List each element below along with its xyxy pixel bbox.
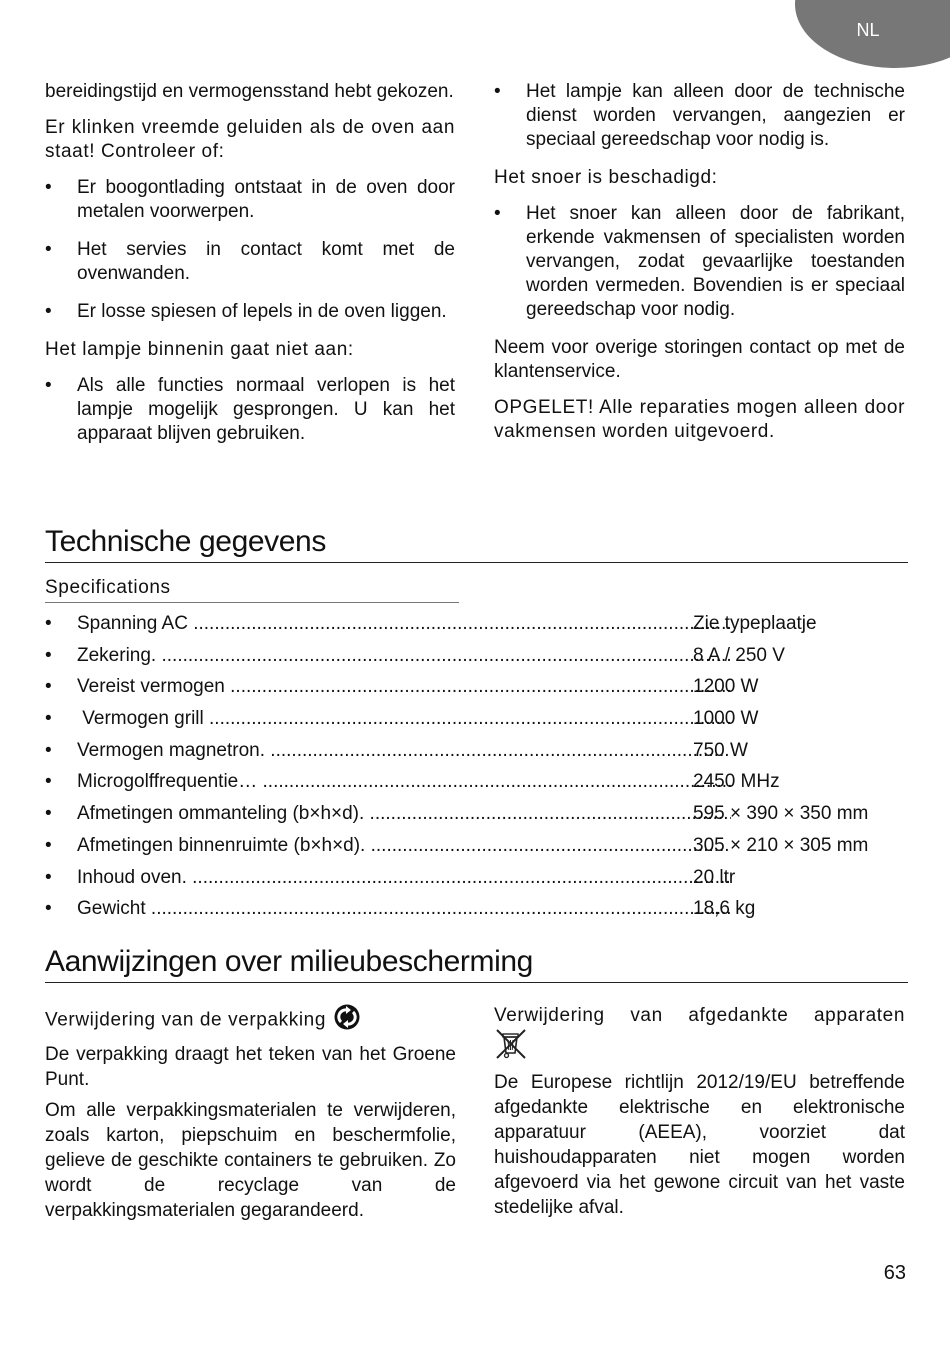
appliance-heading: Verwijdering van afgedankte apparaten <box>494 1005 905 1026</box>
spec-value: 2450 MHz <box>693 771 780 793</box>
spec-row <box>45 738 905 770</box>
language-label: NL <box>856 20 880 40</box>
bullet: • <box>45 739 52 761</box>
spec-row <box>45 674 905 706</box>
spec-label: Inhoud oven. ..... <box>77 865 731 891</box>
spec-row <box>45 769 905 801</box>
list-item: • Het snoer kan alleen door de fabrikant, erkende vakmensen of specialisten worden vervangen, zodat gevaarlijke toestanden worden vermeden. Bovendien is er speciaal gereedschap voor nodig. <box>494 202 905 322</box>
cord-heading: Het snoer is beschadigd: <box>494 167 718 188</box>
spec-value: 305 × 210 × 305 mm <box>693 834 869 856</box>
packaging-column <box>45 1003 456 1235</box>
list-item: • Het lampje kan alleen door de technische dienst worden vervangen, aangezien er speciaal gereedschap voor nodig is. <box>494 80 905 152</box>
spec-value: 1000 W <box>693 708 759 730</box>
bullet: • <box>45 676 52 698</box>
list-item: • Er losse spiesen of lepels in de oven liggen. <box>45 300 455 324</box>
spec-list <box>45 611 905 928</box>
troubleshooting-left-column <box>45 80 455 460</box>
bullet: • <box>45 644 52 666</box>
bullet: • <box>45 613 52 634</box>
appliance-disposal-column <box>494 1003 905 1232</box>
spec-row <box>45 896 905 928</box>
spec-value: 750 W <box>693 739 748 761</box>
bullet: • <box>45 803 52 825</box>
spec-label: Vermogen magnetron. ..... <box>77 738 731 764</box>
packaging-heading <box>45 1003 456 1038</box>
lamp-heading: Het lampje binnenin gaat niet aan: <box>45 339 354 360</box>
technical-section-title: Technische gegevens <box>45 524 908 563</box>
spec-row <box>45 801 905 833</box>
spec-label: Vermogen grill ..... <box>77 706 731 732</box>
spec-label: Vereist vermogen ..... <box>77 674 731 700</box>
packaging-paragraph-1: De verpakking draagt het teken van het Groene Punt. <box>45 1044 456 1090</box>
page-number: 63 <box>883 1262 906 1284</box>
bullet: • <box>45 708 52 730</box>
service-note: Neem voor overige storingen contact op met de klantenservice. <box>494 337 905 382</box>
appliance-paragraph-1: De Europese richtlijn 2012/19/EU betreffende afgedankte elektrische en elektronische apparatuur (AEEA), voorziet dat huishoudapparaten niet mogen worden afgevoerd via het gewone circuit van het vaste stedelijke afval. <box>494 1072 905 1218</box>
list-item: • Het servies in contact komt met de ovenwanden. <box>45 238 455 286</box>
green-dot-icon <box>332 1003 362 1038</box>
spec-row <box>45 833 905 865</box>
spec-label: Spanning AC ..... <box>77 611 731 637</box>
noise-heading: Er klinken vreemde geluiden als de oven aan staat! Controleer of: <box>45 117 455 162</box>
spec-label: Afmetingen binnenruimte (b×h×d). ..... <box>77 833 731 859</box>
troubleshooting-right-column <box>494 80 905 456</box>
environment-section-title: Aanwijzingen over milieubescherming <box>45 944 908 983</box>
spec-row <box>45 643 905 675</box>
warning-text: OPGELET! Alle reparaties mogen alleen door vakmensen worden uitgevoerd. <box>494 397 905 442</box>
bullet: • <box>45 866 52 888</box>
spec-label: Zekering. ..... <box>77 643 731 669</box>
spec-value: 595 × 390 × 350 mm <box>693 803 869 825</box>
list-item: • Er boogontlading ontstaat in de oven door metalen voorwerpen. <box>45 176 455 224</box>
lamp-list <box>45 374 455 446</box>
spec-label: Afmetingen ommanteling (b×h×d). ..... <box>77 801 731 827</box>
crossed-out-wheelie-bin-icon <box>494 1028 528 1067</box>
intro-text: bereidingstijd en vermogensstand hebt gekozen. <box>45 81 454 102</box>
spec-label: Gewicht ..... <box>77 896 731 922</box>
bullet: • <box>45 771 52 793</box>
noise-list <box>45 176 455 324</box>
specifications-heading: Specifications <box>45 576 459 603</box>
weee-icon-wrapper <box>494 1028 905 1062</box>
spec-value: 20 ltr <box>693 866 736 888</box>
spec-value: Zie typeplaatje <box>693 613 817 634</box>
bullet: • <box>45 898 52 920</box>
spec-value: 8 A / 250 V <box>693 644 785 666</box>
spec-row <box>45 611 905 643</box>
packaging-heading-text: Verwijdering van de verpakking <box>45 1009 326 1031</box>
list-item: • Als alle functies normaal verlopen is het lampje mogelijk gesprongen. U kan het apparaat blijven gebruiken. <box>45 374 455 446</box>
bullet: • <box>45 834 52 856</box>
spec-row <box>45 865 905 897</box>
spec-label: Microgolffrequentie… ..... <box>77 769 731 795</box>
spec-value: 1200 W <box>693 676 759 698</box>
spec-row <box>45 706 905 738</box>
lamp-list-continued <box>494 80 905 152</box>
spec-value: 18,6 kg <box>693 898 756 920</box>
packaging-paragraph-2: Om alle verpakkingsmaterialen te verwijderen, zoals karton, piepschuim en beschermfolie, gelieve de geschikte containers te gebruiken. Zo wordt de recyclage van de verpakkingsmaterialen gegarandeerd. <box>45 1100 456 1221</box>
cord-list <box>494 202 905 322</box>
